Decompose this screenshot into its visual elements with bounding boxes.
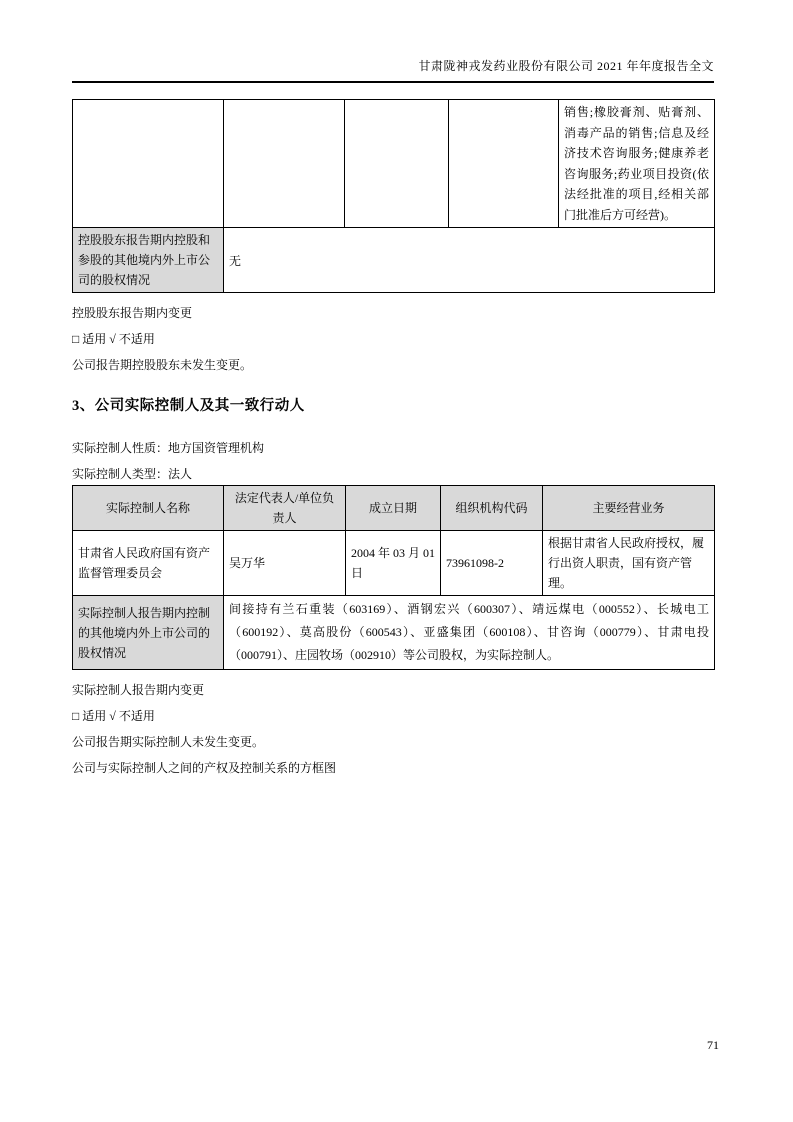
table-cell-empty xyxy=(73,100,224,228)
column-header-establishment-date: 成立日期 xyxy=(346,486,441,531)
establishment-date-cell: 2004 年 03 月 01 日 xyxy=(346,531,441,596)
controlling-shareholder-table xyxy=(72,99,715,293)
table-row xyxy=(73,100,715,228)
controller-holdings-value: 间接持有兰石重装（603169）、酒钢宏兴（600307）、靖远煤电（000552）、长城电工（600192）、莫高股份（600543）、亚盛集团（600108）、甘咨询（000779）、甘肃电投（000791）、庄园牧场（002910）等公司股权，为实际控制人。 xyxy=(224,596,715,670)
page-content xyxy=(72,0,714,776)
table-row xyxy=(73,228,715,293)
controller-applicability-line: □ 适用 √ 不适用 xyxy=(72,709,155,723)
column-header-legal-representative: 法定代表人/单位负责人 xyxy=(224,486,346,531)
table-cell-empty xyxy=(224,100,345,228)
controller-holdings-label: 实际控制人报告期内控制的其他境内外上市公司的股权情况 xyxy=(73,596,224,670)
page-number: 71 xyxy=(707,1038,719,1052)
section-heading-actual-controller: 3、公司实际控制人及其一致行动人 xyxy=(72,398,305,414)
controller-change-statement: 公司报告期实际控制人未发生变更。 xyxy=(72,735,265,749)
other-listed-companies-value: 无 xyxy=(224,228,715,293)
shareholder-applicability-line: □ 适用 √ 不适用 xyxy=(72,332,155,346)
table-cell-empty xyxy=(345,100,449,228)
column-header-main-business: 主要经营业务 xyxy=(543,486,715,531)
legal-representative-cell: 吴万华 xyxy=(224,531,346,596)
shareholder-change-title: 控股股东报告期内变更 xyxy=(72,306,193,320)
shareholder-change-statement: 公司报告期控股股东未发生变更。 xyxy=(72,358,253,372)
ownership-diagram-caption: 公司与实际控制人之间的产权及控制关系的方框图 xyxy=(72,761,337,775)
table-header-row xyxy=(73,486,715,531)
controller-change-title: 实际控制人报告期内变更 xyxy=(72,683,205,697)
table-row xyxy=(73,596,715,670)
table-cell-empty xyxy=(449,100,559,228)
business-scope-cell: 销售;橡胶膏剂、贴膏剂、消毒产品的销售;信息及经济技术咨询服务;健康养老咨询服务;药业项目投资(依法经批准的项目,经相关部门批准后方可经营)。 xyxy=(559,100,715,228)
table-row xyxy=(73,531,715,596)
column-header-controller-name: 实际控制人名称 xyxy=(73,486,224,531)
main-business-cell: 根据甘肃省人民政府授权，履行出资人职责，国有资产管理。 xyxy=(543,531,715,596)
other-listed-companies-label: 控股股东报告期内控股和参股的其他境内外上市公司的股权情况 xyxy=(73,228,224,293)
organization-code-cell: 73961098-2 xyxy=(441,531,543,596)
controller-name-cell: 甘肃省人民政府国有资产监督管理委员会 xyxy=(73,531,224,596)
column-header-organization-code: 组织机构代码 xyxy=(441,486,543,531)
controller-nature-line: 实际控制人性质：地方国资管理机构 xyxy=(72,441,265,455)
controller-type-line: 实际控制人类型：法人 xyxy=(72,467,193,481)
actual-controller-table xyxy=(72,485,715,670)
report-header: 甘肃陇神戎发药业股份有限公司 2021 年年度报告全文 xyxy=(72,0,714,83)
